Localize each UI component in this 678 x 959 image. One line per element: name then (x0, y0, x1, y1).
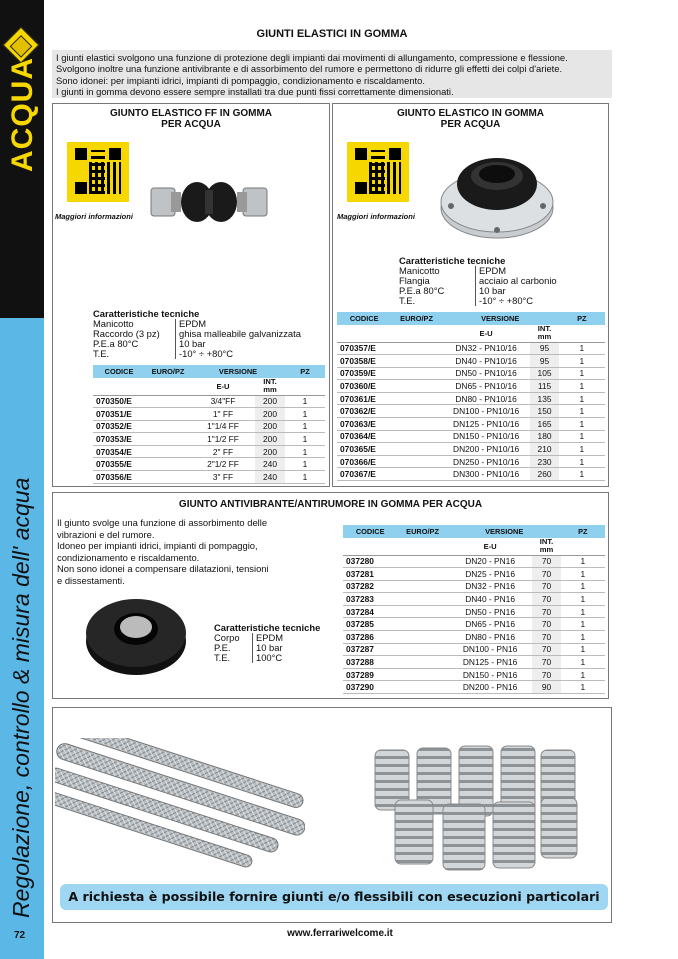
table-row (93, 433, 325, 446)
spec-key: P.E. (214, 642, 231, 653)
product-ff-title (53, 108, 329, 130)
cell-version: 2"1/2 FF (191, 458, 255, 471)
cell-code: 070364/E (337, 430, 391, 443)
title-line: GIUNTO ELASTICO IN GOMMA (396, 108, 545, 119)
table-row (337, 468, 605, 481)
cell-int: 210 (530, 443, 558, 456)
qr-code-icon[interactable] (67, 142, 129, 202)
cell-code: 070365/E (337, 443, 391, 456)
cell-code: 070360/E (337, 380, 391, 393)
cell-pz: 1 (561, 631, 605, 644)
table-row (337, 430, 605, 443)
title-line: PER ACQUA (440, 119, 501, 130)
cell-code: 070366/E (337, 455, 391, 468)
spec-value: acciaio al carbonio (475, 276, 557, 286)
cell-version: DN25 - PN16 (448, 568, 533, 581)
cell-pz: 1 (559, 455, 605, 468)
cell-pz: 1 (559, 405, 605, 418)
cell-euro (145, 458, 191, 471)
table-row (337, 367, 605, 380)
cell-int: 200 (255, 420, 285, 433)
cell-euro (391, 392, 441, 405)
cell-euro (397, 668, 447, 681)
cell-int: 70 (532, 618, 560, 631)
specs-title: Caratteristiche tecniche (214, 622, 321, 633)
table-row (337, 342, 605, 355)
product-antivib-box (52, 492, 609, 699)
col-codice: CODICE (337, 312, 391, 325)
cell-euro (397, 656, 447, 669)
desc-line: Idoneo per impianti idrici, impianti di pompaggio, (57, 540, 258, 552)
cell-code: 070352/E (93, 420, 145, 433)
more-info-link[interactable]: Maggiori informazioni (337, 212, 415, 221)
specs-flanged (399, 256, 557, 306)
cell-version: DN80 - PN10/16 (442, 392, 531, 405)
page-title: GIUNTI ELASTICI IN GOMMA (256, 28, 408, 40)
cell-pz: 1 (561, 605, 605, 618)
cell-version: DN65 - PN10/16 (442, 380, 531, 393)
product-antivib-table (343, 525, 605, 694)
cell-int: 70 (532, 593, 560, 606)
col-mm-label: mm (263, 385, 277, 395)
cell-int: 230 (530, 455, 558, 468)
cell-pz: 1 (285, 433, 325, 446)
cell-euro (145, 395, 191, 408)
cell-int: 90 (532, 681, 560, 694)
cell-int: 200 (255, 433, 285, 446)
cell-pz: 1 (559, 380, 605, 393)
more-info-link[interactable]: Maggiori informazioni (55, 212, 133, 221)
cell-euro (397, 618, 447, 631)
col-pz: PZ (559, 312, 605, 325)
table-row (337, 392, 605, 405)
cell-pz: 1 (561, 593, 605, 606)
cell-euro (391, 355, 441, 368)
cell-pz: 1 (561, 668, 605, 681)
col-euro: EURO/PZ (145, 365, 191, 378)
title-line: PER ACQUA (161, 119, 221, 130)
product-ff-table (93, 365, 325, 484)
col-versione: VERSIONE (442, 312, 559, 325)
cell-version: DN40 - PN16 (448, 593, 533, 606)
table-row (343, 568, 605, 581)
page-number: 72 (14, 930, 26, 941)
specs-title: Caratteristiche tecniche (93, 308, 200, 319)
custom-request-banner: A richiesta è possibile fornire giunti e/o flessibili con esecuzioni particolari (60, 884, 608, 910)
cell-version: DN300 - PN10/16 (442, 468, 531, 481)
cell-code: 070353/E (93, 433, 145, 446)
cell-version: DN32 - PN10/16 (442, 342, 531, 355)
cell-euro (391, 418, 441, 431)
table-row (343, 681, 605, 694)
table-row (93, 408, 325, 421)
cell-version: DN125 - PN16 (448, 656, 533, 669)
cell-version: DN200 - PN10/16 (442, 443, 531, 456)
ff-joint-photo (149, 172, 269, 232)
cell-euro (397, 568, 447, 581)
cell-version: 1"1/2 FF (191, 433, 255, 446)
spec-value: 10 bar (475, 286, 506, 296)
cell-euro (391, 367, 441, 380)
desc-line: e dissestamenti. (57, 574, 125, 586)
cell-pz: 1 (285, 458, 325, 471)
cell-version: DN125 - PN10/16 (442, 418, 531, 431)
cell-pz: 1 (561, 580, 605, 593)
cell-pz: 1 (559, 418, 605, 431)
cell-euro (391, 405, 441, 418)
table-row (343, 668, 605, 681)
col-int (532, 538, 560, 555)
antivib-description (57, 517, 269, 587)
col-pz: PZ (561, 525, 605, 538)
cell-code: 070359/E (337, 367, 391, 380)
cell-euro (397, 643, 447, 656)
section-label: ACQUA (6, 57, 39, 172)
spec-key: Flangia (399, 275, 430, 286)
cell-pz: 1 (559, 443, 605, 456)
antivib-joint-photo (81, 589, 191, 679)
cell-code: 037287 (343, 643, 397, 656)
product-flanged-table (337, 312, 605, 481)
table-row (93, 471, 325, 484)
cell-int: 70 (532, 656, 560, 669)
cell-code: 037285 (343, 618, 397, 631)
cell-euro (397, 580, 447, 593)
cell-int: 200 (255, 408, 285, 421)
cell-int: 70 (532, 580, 560, 593)
product-flanged-box (332, 103, 609, 487)
cell-euro (391, 455, 441, 468)
cell-version: DN100 - PN16 (448, 643, 533, 656)
cell-code: 070356/E (93, 471, 145, 484)
product-ff-box (52, 103, 330, 487)
desc-line: Non sono idonei a compensare dilatazioni, tensioni (57, 563, 269, 575)
cell-euro (391, 468, 441, 481)
table-row (93, 458, 325, 471)
spec-value: 100°C (252, 653, 282, 663)
col-mm-label: mm (537, 332, 552, 342)
col-versione: VERSIONE (448, 525, 561, 538)
spec-key: T.E. (214, 652, 231, 663)
col-int (530, 325, 558, 342)
cell-int: 260 (530, 468, 558, 481)
col-pz: PZ (285, 365, 325, 378)
cell-int: 95 (530, 355, 558, 368)
table-body (93, 395, 325, 483)
intro-line: Svolgono inoltre una funzione antivibrante e di assorbimento del rumore e permettono di ridurre gli effetti dei colpi d'ariete. (56, 63, 563, 75)
spec-key: T.E. (93, 348, 110, 359)
cell-int: 70 (532, 568, 560, 581)
cell-euro (391, 342, 441, 355)
cell-version: DN65 - PN16 (448, 618, 533, 631)
cell-version: DN150 - PN16 (448, 668, 533, 681)
col-codice: CODICE (93, 365, 145, 378)
col-int (255, 378, 285, 395)
cell-code: 037289 (343, 668, 397, 681)
cell-pz: 1 (559, 430, 605, 443)
cell-code: 070358/E (337, 355, 391, 368)
cell-euro (397, 605, 447, 618)
cell-pz: 1 (559, 355, 605, 368)
cell-euro (397, 593, 447, 606)
spec-key: P.E.a 80°C (93, 338, 139, 349)
cell-code: 037284 (343, 605, 397, 618)
table-row (343, 555, 605, 568)
table-row (337, 355, 605, 368)
specs-ff (93, 309, 301, 359)
cell-int: 165 (530, 418, 558, 431)
col-int-label: INT. (263, 377, 277, 387)
table-row (343, 618, 605, 631)
cell-pz: 1 (561, 656, 605, 669)
cell-int: 240 (255, 458, 285, 471)
cell-int: 115 (530, 380, 558, 393)
spec-value: ghisa malleabile galvanizzata (175, 329, 301, 339)
table-row (343, 580, 605, 593)
spec-value: 10 bar (175, 339, 206, 349)
cell-pz: 1 (285, 408, 325, 421)
product-antivib-title: GIUNTO ANTIVIBRANTE/ANTIRUMORE IN GOMMA PER ACQUA (178, 499, 483, 510)
cell-code: 070357/E (337, 342, 391, 355)
table-row (343, 631, 605, 644)
table-row (337, 405, 605, 418)
cell-code: 037281 (343, 568, 397, 581)
cell-int: 200 (255, 445, 285, 458)
cell-euro (145, 471, 191, 484)
cell-code: 037286 (343, 631, 397, 644)
spec-value: -10° ÷ +80°C (475, 296, 533, 306)
table-row (337, 443, 605, 456)
cell-pz: 1 (559, 367, 605, 380)
bellows-photo (365, 740, 585, 880)
cell-code: 070354/E (93, 445, 145, 458)
cell-code: 037283 (343, 593, 397, 606)
cell-int: 150 (530, 405, 558, 418)
cell-pz: 1 (561, 681, 605, 694)
cell-version: 2" FF (191, 445, 255, 458)
col-eu: E-U (442, 325, 531, 342)
intro-line: I giunti elastici svolgono una funzione di protezione degli impianti dai movimenti di allungamento, compressione e flessione. (56, 52, 568, 63)
table-row (343, 593, 605, 606)
desc-line: vibrazioni e del rumore. (57, 528, 155, 540)
table-row (343, 656, 605, 669)
cell-version: 1"1/4 FF (191, 420, 255, 433)
spec-key: Raccordo (3 pz) (93, 328, 160, 339)
cell-euro (145, 408, 191, 421)
cell-euro (391, 430, 441, 443)
col-eu: E-U (191, 378, 255, 395)
col-euro: EURO/PZ (391, 312, 441, 325)
sidebar (0, 0, 44, 959)
cell-code: 070362/E (337, 405, 391, 418)
cell-int: 180 (530, 430, 558, 443)
category-title: Regolazione, controllo & misura dell' acqua (8, 477, 34, 918)
flanged-joint-photo (437, 144, 557, 244)
intro-line: I giunti in gomma devono essere sempre installati tra due punti fissi correttamente dimensionati. (56, 86, 454, 98)
cell-int: 70 (532, 605, 560, 618)
cell-version: DN150 - PN10/16 (442, 430, 531, 443)
cell-code: 037280 (343, 555, 397, 568)
cell-int: 200 (255, 395, 285, 408)
desc-line: condizionamento e riscaldamento. (57, 551, 200, 563)
cell-int: 240 (255, 471, 285, 484)
cell-version: DN40 - PN10/16 (442, 355, 531, 368)
col-codice: CODICE (343, 525, 397, 538)
cell-pz: 1 (285, 471, 325, 484)
cell-pz: 1 (559, 468, 605, 481)
desc-line: Il giunto svolge una funzione di assorbimento delle (57, 517, 268, 528)
cell-code: 070355/E (93, 458, 145, 471)
cell-int: 105 (530, 367, 558, 380)
cell-int: 70 (532, 643, 560, 656)
cell-version: DN20 - PN16 (448, 555, 533, 568)
table-row (337, 455, 605, 468)
table-row (343, 605, 605, 618)
title-line: GIUNTO ELASTICO FF IN GOMMA (109, 108, 273, 119)
table-body (337, 342, 605, 481)
table-body (343, 555, 605, 694)
cell-code: 037282 (343, 580, 397, 593)
cell-pz: 1 (559, 342, 605, 355)
product-flanged-title (333, 108, 608, 130)
cell-pz: 1 (559, 392, 605, 405)
cell-int: 70 (532, 555, 560, 568)
cell-code: 070363/E (337, 418, 391, 431)
qr-code-icon[interactable] (347, 142, 409, 202)
cell-euro (397, 631, 447, 644)
spec-key: P.E.a 80°C (399, 285, 445, 296)
cell-pz: 1 (285, 420, 325, 433)
cell-version: DN80 - PN16 (448, 631, 533, 644)
cell-version: DN200 - PN16 (448, 681, 533, 694)
cell-euro (397, 555, 447, 568)
cell-int: 135 (530, 392, 558, 405)
table-row (93, 395, 325, 408)
cell-code: 070350/E (93, 395, 145, 408)
braided-hoses-photo (55, 738, 305, 878)
spec-key: Manicotto (399, 265, 440, 276)
spec-key: T.E. (399, 295, 416, 306)
spec-key: Manicotto (93, 318, 134, 329)
cell-euro (391, 380, 441, 393)
cell-euro (145, 420, 191, 433)
cell-version: DN50 - PN16 (448, 605, 533, 618)
spec-value: 10 bar (252, 643, 283, 653)
cell-code: 070361/E (337, 392, 391, 405)
spec-value: EPDM (175, 319, 206, 329)
specs-antivib (214, 623, 320, 663)
footer-url[interactable]: www.ferrariwelcome.it (287, 928, 393, 939)
specs-title: Caratteristiche tecniche (399, 255, 506, 266)
spec-value: EPDM (252, 633, 283, 643)
table-row (337, 380, 605, 393)
cell-version: 3" FF (191, 471, 255, 484)
table-row (337, 418, 605, 431)
cell-pz: 1 (561, 643, 605, 656)
cell-pz: 1 (285, 395, 325, 408)
col-euro: EURO/PZ (397, 525, 447, 538)
cell-int: 70 (532, 631, 560, 644)
col-eu: E-U (448, 538, 533, 555)
cell-code: 037290 (343, 681, 397, 694)
intro-line: Sono idonei: per impianti idrici, impianti di pompaggio, condizionamento e riscaldamento. (56, 74, 425, 86)
cell-code: 070367/E (337, 468, 391, 481)
cell-version: DN50 - PN10/16 (442, 367, 531, 380)
table-row (93, 420, 325, 433)
cell-euro (145, 433, 191, 446)
col-versione: VERSIONE (191, 365, 285, 378)
cell-version: 1" FF (191, 408, 255, 421)
spec-key: Corpo (214, 632, 240, 643)
col-int-label: INT. (537, 324, 552, 334)
cell-euro (397, 681, 447, 694)
spec-value: EPDM (475, 266, 506, 276)
cell-pz: 1 (561, 568, 605, 581)
col-mm-label: mm (539, 545, 554, 555)
cell-euro (391, 443, 441, 456)
intro-box (52, 50, 612, 98)
table-row (93, 445, 325, 458)
cell-euro (145, 445, 191, 458)
cell-version: DN100 - PN10/16 (442, 405, 531, 418)
spec-value: -10° ÷ +80°C (175, 349, 233, 359)
cell-int: 95 (530, 342, 558, 355)
cell-version: DN250 - PN10/16 (442, 455, 531, 468)
cell-int: 70 (532, 668, 560, 681)
cell-version: 3/4"FF (191, 395, 255, 408)
cell-version: DN32 - PN16 (448, 580, 533, 593)
col-int-label: INT. (539, 537, 554, 547)
cell-code: 070351/E (93, 408, 145, 421)
cell-pz: 1 (561, 618, 605, 631)
cell-code: 037288 (343, 656, 397, 669)
cell-pz: 1 (285, 445, 325, 458)
table-row (343, 643, 605, 656)
cell-pz: 1 (561, 555, 605, 568)
